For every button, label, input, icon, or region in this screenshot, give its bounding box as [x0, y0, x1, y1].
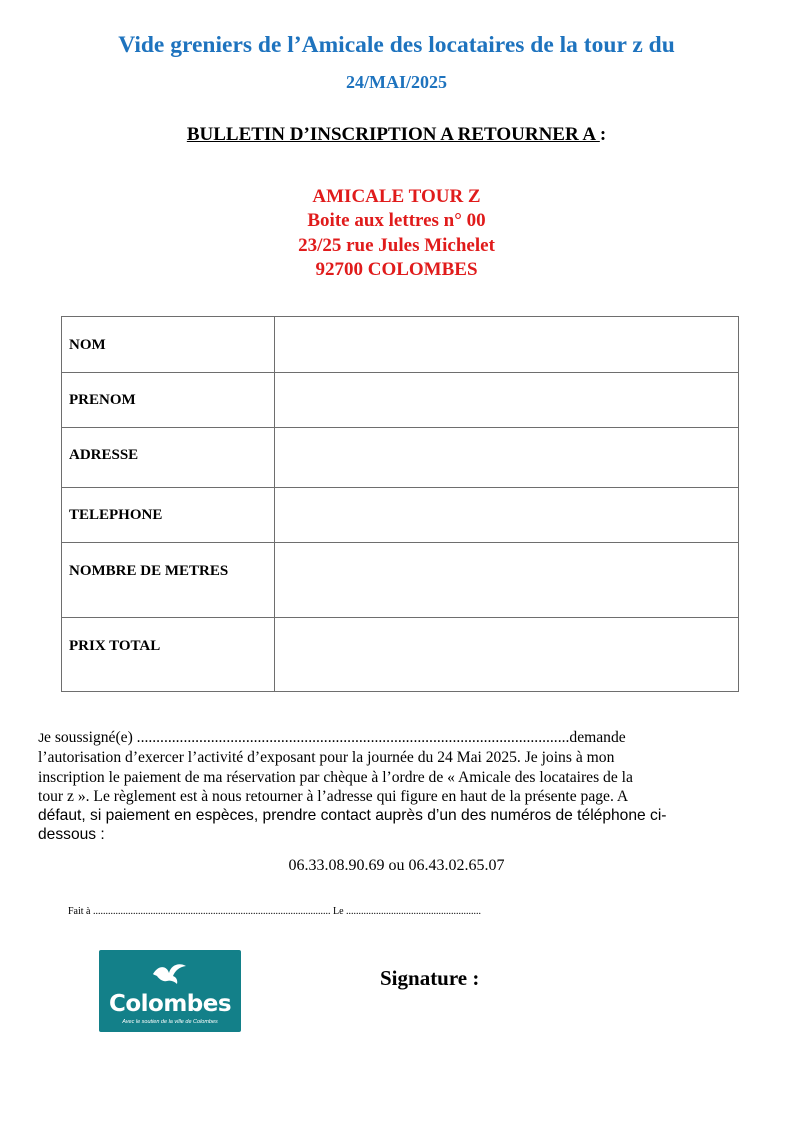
declaration-line-5: défaut, si paiement en espèces, prendre contact auprès d’un des numéros de téléphone ci-	[38, 807, 667, 825]
form-field-telephone[interactable]	[275, 488, 739, 543]
address-line-street: 23/25 rue Jules Michelet	[298, 235, 495, 256]
form-label-telephone	[62, 488, 275, 543]
table-row	[62, 543, 739, 618]
colombes-logo	[99, 950, 241, 1032]
page-title: Vide greniers de l’Amicale des locataires de la tour z du	[118, 32, 675, 58]
form-field-nom[interactable]	[275, 317, 739, 373]
signature-label: Signature :	[380, 966, 480, 990]
form-label-text: NOM	[69, 337, 106, 353]
address-line-mailbox: Boite aux lettres n° 00	[307, 210, 486, 231]
declaration-line-3: inscription le paiement de ma réservation par chèque à l’ordre de « Amicale des locataires de la	[38, 768, 633, 786]
form-label-nombre-de-metres	[62, 543, 275, 618]
form-label-adresse	[62, 428, 275, 488]
form-label-text: NOMBRE DE METRES	[69, 563, 229, 579]
logo-tagline: Avec le soutien de la ville de Colombes	[122, 1019, 218, 1025]
declaration-line-1: e soussigné(e) ...............................................................................................................demande	[44, 729, 626, 746]
form-label-nom	[62, 317, 275, 373]
form-field-adresse[interactable]	[275, 428, 739, 488]
registration-form-table	[61, 316, 739, 692]
table-row	[62, 488, 739, 543]
address-line-city: 92700 COLOMBES	[315, 259, 478, 280]
form-field-prenom[interactable]	[275, 373, 739, 428]
declaration-paragraph	[38, 728, 758, 845]
form-field-prix-total[interactable]	[275, 618, 739, 692]
bulletin-heading-text: BULLETIN D’INSCRIPTION A RETOURNER A	[186, 124, 600, 145]
bulletin-heading-colon: :	[599, 124, 607, 145]
table-row	[62, 618, 739, 692]
form-label-text: PRENOM	[69, 392, 136, 408]
declaration-line	[38, 728, 758, 748]
form-label-text: TELEPHONE	[69, 507, 163, 523]
declaration-line-2: l’autorisation d’exercer l’activité d’exposant pour la journée du 24 Mai 2025. Je joins à mon	[38, 749, 615, 767]
declaration-line-6: dessous :	[38, 826, 105, 844]
form-label-text: ADRESSE	[69, 447, 139, 463]
table-row	[62, 428, 739, 488]
bird-icon	[149, 960, 189, 990]
table-row	[62, 373, 739, 428]
declaration-initial: J	[38, 731, 44, 745]
logo-wordmark: Colombes	[108, 991, 232, 1017]
table-row	[62, 317, 739, 373]
place-date-line: Fait à ............................................................................................... Le ......................................................	[68, 906, 482, 917]
event-date: 24/MAI/2025	[346, 72, 447, 92]
bulletin-heading	[0, 124, 793, 146]
form-label-prenom	[62, 373, 275, 428]
form-label-text: PRIX TOTAL	[69, 638, 161, 654]
declaration-line-4: tour z ». Le règlement est à nous retourner à l’adresse qui figure en haut de la présente page. A	[38, 787, 629, 805]
contact-phones: 06.33.08.90.69 ou 06.43.02.65.07	[288, 857, 505, 874]
form-field-nombre-de-metres[interactable]	[275, 543, 739, 618]
form-label-prix-total	[62, 618, 275, 692]
address-line-name: AMICALE TOUR Z	[312, 186, 481, 207]
